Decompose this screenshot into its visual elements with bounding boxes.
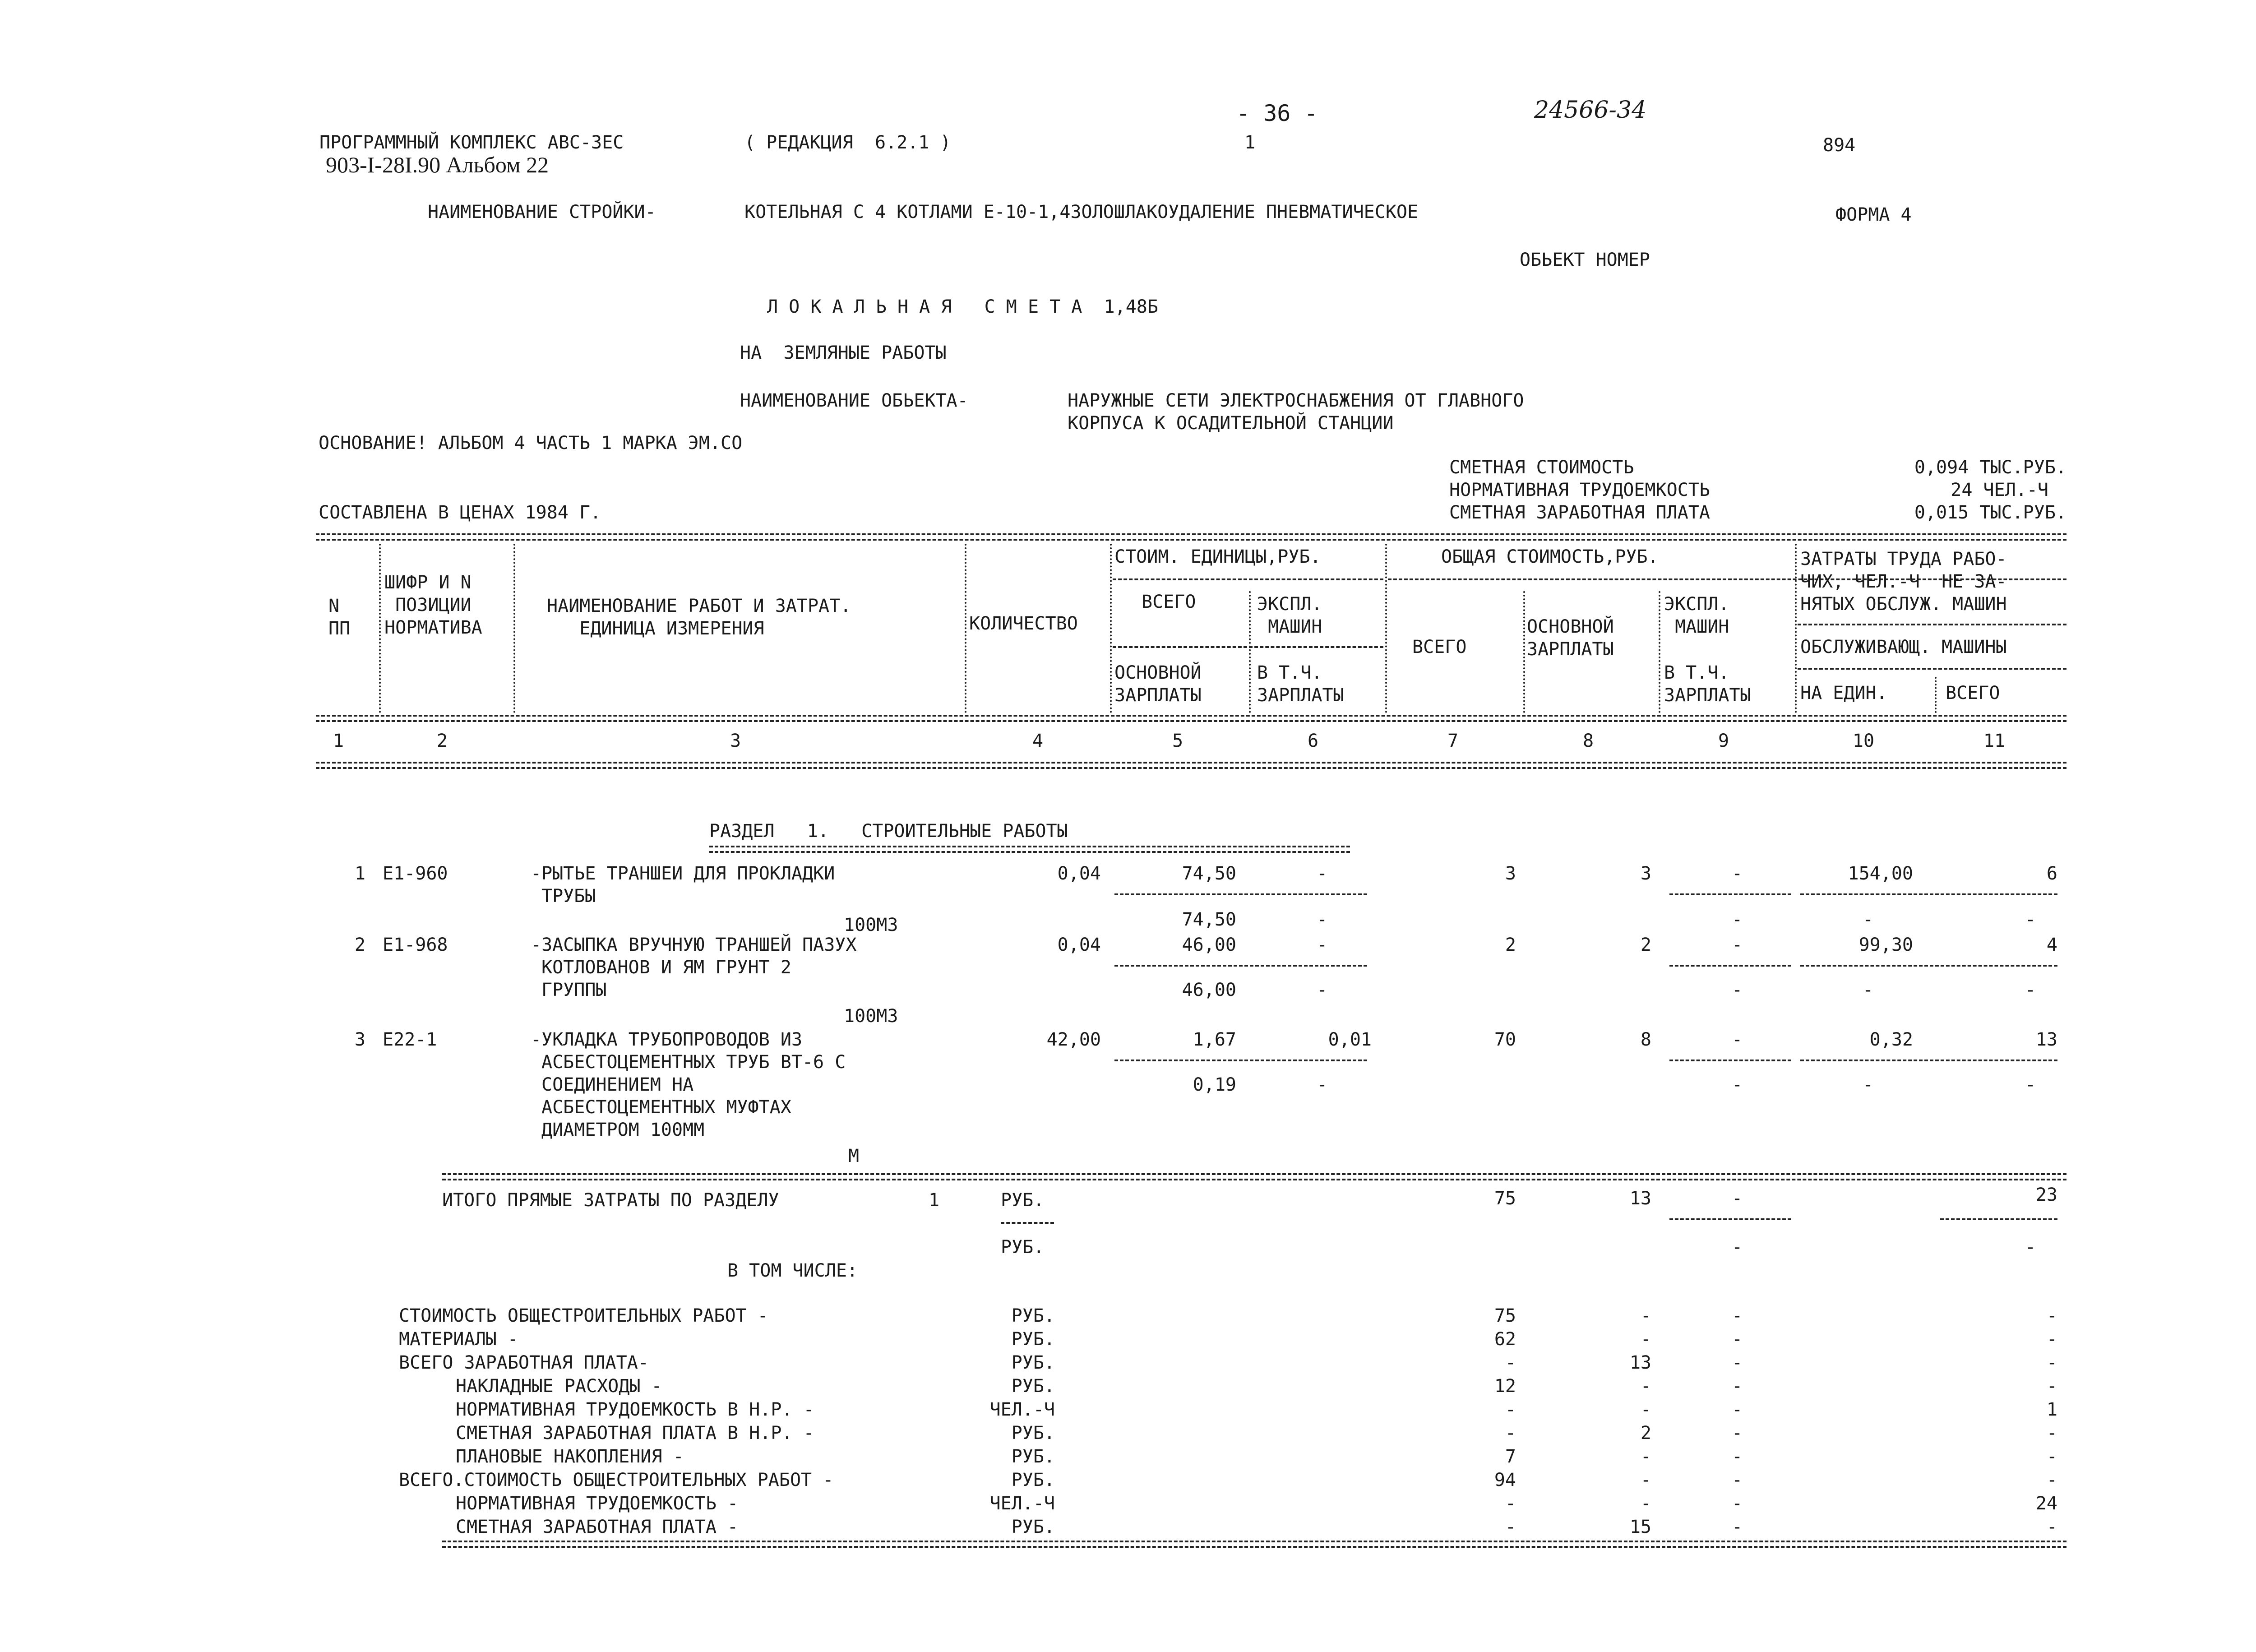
item-unit-machines: 0,01 (1328, 1029, 1372, 1050)
col-header-labor-unit: НА ЕДИН. (1800, 683, 1887, 703)
breakdown-wage: 15 (1629, 1517, 1651, 1537)
totals-labor-total: 23 (2035, 1185, 2057, 1205)
item-name-line: АСБЕСТОЦЕМЕНТНЫХ МУФТАХ (541, 1097, 791, 1118)
breakdown-labor: - (2046, 1423, 2057, 1444)
breakdown-machines: - (1731, 1376, 1743, 1397)
breakdown-total: - (1505, 1352, 1516, 1373)
item-total-incl: - (1731, 909, 1743, 930)
column-number: 5 (1172, 731, 1183, 751)
summary-label: СМЕТНАЯ ЗАРАБОТНАЯ ПЛАТА (1449, 502, 1710, 523)
column-number: 8 (1582, 731, 1594, 751)
object-label: НАИМЕНОВАНИЕ ОБЬЕКТА- (740, 390, 968, 411)
breakdown-total: - (1505, 1423, 1516, 1444)
item-name-line: ДИАМЕТРОМ 100ММ (541, 1120, 705, 1140)
breakdown-label: МАТЕРИАЛЫ - (399, 1329, 518, 1350)
item-qty: 0,04 (1057, 935, 1101, 955)
item-total: 3 (1505, 863, 1516, 884)
item-unit-total: 74,50 (1182, 863, 1236, 884)
item-name-line: ГРУППЫ (541, 980, 607, 1000)
totals-unit: РУБ. (1001, 1190, 1045, 1211)
breakdown-total: 94 (1494, 1470, 1516, 1490)
col-header-unit-total: ВСЕГО (1142, 592, 1196, 612)
item-unit: 100М3 (844, 915, 898, 935)
item-unit-machines: - (1316, 863, 1328, 884)
header-rule (1798, 624, 2066, 625)
item-rule (1114, 1060, 1367, 1061)
col-header-labor-total: ВСЕГО (1946, 683, 2000, 703)
breakdown-label: НАКЛАДНЫЕ РАСХОДЫ - (456, 1376, 662, 1397)
item-rule (1800, 1060, 2057, 1061)
construction-label: НАИМЕНОВАНИЕ СТРОЙКИ- (428, 202, 656, 222)
item-number: 2 (354, 935, 365, 955)
header-rule (1113, 646, 1383, 648)
totals-label: ИТОГО ПРЯМЫЕ ЗАТРАТЫ ПО РАЗДЕЛУ (442, 1190, 779, 1211)
table-header-bottom-rule (316, 762, 2066, 769)
totals-total-incl: - (1731, 1237, 1743, 1258)
object-number-label: ОБЬЕКТ НОМЕР (1520, 250, 1650, 270)
basis: ОСНОВАНИЕ! АЛЬБОМ 4 ЧАСТЬ 1 МАРКА ЭМ.СО (319, 433, 743, 453)
header-rule (1113, 578, 1383, 580)
col-header-unit-machines: ЭКСПЛ. МАШИН (1257, 594, 1322, 637)
breakdown-labor: - (2046, 1352, 2057, 1373)
item-rule (1114, 965, 1367, 967)
works-title: НА ЗЕМЛЯНЫЕ РАБОТЫ (740, 342, 947, 363)
column-divider (1110, 544, 1112, 713)
totals-unit: РУБ. (1001, 1237, 1045, 1258)
edition: ( РЕДАКЦИЯ 6.2.1 ) (744, 132, 951, 153)
item-number: 3 (354, 1029, 365, 1050)
column-divider (965, 544, 966, 713)
item-labor-unit: 154,00 (1848, 863, 1913, 884)
estimate-title: Л О К А Л Ь Н А Я С М Е Т А 1,48Б (767, 296, 1158, 317)
column-number: 1 (333, 731, 344, 751)
breakdown-machines: - (1731, 1446, 1743, 1467)
object-name-line2: КОРПУСА К ОСАДИТЕЛЬНОЙ СТАНЦИИ (1068, 413, 1394, 434)
breakdown-wage: - (1640, 1470, 1651, 1490)
item-total-machines: - (1731, 1029, 1743, 1050)
column-number: 11 (1983, 731, 2006, 751)
item-rule (1669, 1060, 1791, 1061)
col-header-labor-machines: ОБСЛУЖИВАЮЩ. МАШИНЫ (1800, 637, 2007, 657)
breakdown-label: НОРМАТИВНАЯ ТРУДОЕМКОСТЬ В Н.Р. - (456, 1399, 814, 1420)
section-title-underline (709, 846, 1350, 853)
totals-rule (1669, 1218, 1791, 1220)
breakdown-label: СТОИМОСТЬ ОБЩЕСТРОИТЕЛЬНЫХ РАБОТ - (399, 1305, 768, 1326)
item-total-wage: 8 (1640, 1029, 1651, 1050)
breakdown-machines: - (1731, 1352, 1743, 1373)
col-header-code: ШИФР И N ПОЗИЦИИ НОРМАТИВА (384, 572, 482, 638)
item-labor-unit-machines: - (1862, 1074, 1874, 1095)
item-unit-machines: - (1316, 935, 1328, 955)
column-divider (513, 544, 515, 713)
column-divider (1795, 544, 1797, 713)
breakdown-machines: - (1731, 1470, 1743, 1490)
summary-label: СМЕТНАЯ СТОИМОСТЬ (1449, 457, 1634, 478)
totals-total-machines: - (1731, 1188, 1743, 1209)
item-number: 1 (354, 863, 365, 884)
breakdown-total: - (1505, 1517, 1516, 1537)
price-basis: СОСТАВЛЕНА В ЦЕНАХ 1984 Г. (319, 502, 601, 523)
item-rule (1669, 893, 1791, 895)
totals-top-rule (442, 1173, 2066, 1180)
item-total: 2 (1505, 935, 1516, 955)
item-rule (1669, 965, 1791, 967)
item-name-line: -ЗАСЫПКА ВРУЧНУЮ ТРАНШЕЙ ПАЗУХ (531, 935, 857, 955)
col-header-total-all: ВСЕГО (1412, 637, 1467, 657)
column-number: 4 (1032, 731, 1044, 751)
column-number: 3 (730, 731, 741, 751)
column-number: 10 (1852, 731, 1875, 751)
breakdown-label: ВСЕГО ЗАРАБОТНАЯ ПЛАТА- (399, 1352, 649, 1373)
breakdown-unit: ЧЕЛ.-Ч (989, 1399, 1055, 1420)
breakdown-unit: РУБ. (1011, 1329, 1055, 1350)
breakdown-unit: ЧЕЛ.-Ч (989, 1493, 1055, 1514)
breakdown-labor: 1 (2046, 1399, 2057, 1420)
item-total-wage: 2 (1640, 935, 1651, 955)
construction-name: КОТЕЛЬНАЯ С 4 КОТЛАМИ Е-10-1,4ЗОЛОШЛАКОУДАЛЕНИЕ ПНЕВМАТИЧЕСКОЕ (744, 202, 1419, 222)
column-divider (1249, 591, 1251, 713)
item-name-line: АСБЕСТОЦЕМЕНТНЫХ ТРУБ ВТ-6 С (541, 1052, 846, 1073)
column-divider (1523, 591, 1525, 713)
item-unit-total: 46,00 (1182, 935, 1236, 955)
item-rule (1800, 893, 2057, 895)
item-unit-incl: - (1316, 909, 1328, 930)
breakdown-labor: - (2046, 1517, 2057, 1537)
breakdown-wage: - (1640, 1493, 1651, 1514)
col-header-unit-incl: В Т.Ч. ЗАРПЛАТЫ (1257, 662, 1344, 706)
breakdown-wage: - (1640, 1399, 1651, 1420)
item-unit-wage: 74,50 (1182, 909, 1236, 930)
breakdown-unit: РУБ. (1011, 1305, 1055, 1326)
breakdown-label: СМЕТНАЯ ЗАРАБОТНАЯ ПЛАТА В Н.Р. - (456, 1423, 814, 1444)
breakdown-label: ВСЕГО.СТОИМОСТЬ ОБЩЕСТРОИТЕЛЬНЫХ РАБОТ - (399, 1470, 834, 1490)
column-number: 7 (1447, 731, 1459, 751)
item-total-machines: - (1731, 935, 1743, 955)
column-divider (1385, 544, 1387, 713)
item-name-line: КОТЛОВАНОВ И ЯМ ГРУНТ 2 (541, 957, 791, 978)
page-number: - 36 - (1236, 100, 1318, 126)
breakdown-total: - (1505, 1493, 1516, 1514)
summary-value: 24 ЧЕЛ.-Ч (1951, 480, 2048, 500)
item-unit: М (848, 1146, 860, 1166)
summary-label: НОРМАТИВНАЯ ТРУДОЕМКОСТЬ (1449, 480, 1710, 500)
header-rule (1798, 668, 2066, 670)
col-header-total-incl: В Т.Ч. ЗАРПЛАТЫ (1664, 662, 1751, 706)
col-header-unit-cost: СТОИМ. ЕДИНИЦЫ,РУБ. (1114, 546, 1321, 567)
item-labor-total: 6 (2046, 863, 2057, 884)
item-code: Е1-960 (383, 863, 448, 884)
table-top-rule (316, 533, 2066, 541)
item-name-line: -УКЛАДКА ТРУБОПРОВОДОВ ИЗ (531, 1029, 803, 1050)
breakdown-machines: - (1731, 1399, 1743, 1420)
col-header-total-machines: ЭКСПЛ. МАШИН (1664, 594, 1729, 637)
breakdown-labor: - (2046, 1376, 2057, 1397)
item-name-line: СОЕДИНЕНИЕМ НА (541, 1074, 694, 1095)
breakdown-total: 7 (1505, 1446, 1516, 1467)
item-name-line: -РЫТЬЕ ТРАНШЕИ ДЛЯ ПРОКЛАДКИ (531, 863, 835, 884)
summary-value: 0,094 ТЫС.РУБ. (1914, 457, 2066, 478)
breakdown-total: 62 (1494, 1329, 1516, 1350)
totals-total: 75 (1494, 1188, 1516, 1209)
item-labor-unit: 0,32 (1869, 1029, 1913, 1050)
item-labor-total: 4 (2046, 935, 2057, 955)
breakdown-labor: - (2046, 1446, 2057, 1467)
col-header-labor: ЗАТРАТЫ ТРУДА РАБО- ЧИХ, ЧЕЛ.-Ч НЕ ЗА- НЯТЫХ ОБСЛУЖ. МАШИН (1800, 549, 2007, 615)
item-labor-total-machines: - (2025, 909, 2036, 930)
column-number: 2 (436, 731, 448, 751)
breakdown-label: ПЛАНОВЫЕ НАКОПЛЕНИЯ - (456, 1446, 684, 1467)
item-labor-unit-machines: - (1862, 980, 1874, 1000)
item-labor-total: 13 (2035, 1029, 2057, 1050)
item-unit: 100М3 (844, 1006, 898, 1027)
breakdown-unit: РУБ. (1011, 1376, 1055, 1397)
object-name-line1: НАРУЖНЫЕ СЕТИ ЭЛЕКТРОСНАБЖЕНИЯ ОТ ГЛАВНОГО (1068, 390, 1524, 411)
totals-total-wage: 13 (1629, 1188, 1651, 1209)
col-header-qty: КОЛИЧЕСТВО (969, 613, 1078, 634)
column-number: 9 (1718, 731, 1729, 751)
column-divider (1659, 591, 1660, 713)
item-total: 70 (1494, 1029, 1516, 1050)
totals-section: 1 (929, 1190, 940, 1211)
breakdown-labor: - (2046, 1470, 2057, 1490)
breakdown-total: 12 (1494, 1376, 1516, 1397)
breakdown-machines: - (1731, 1305, 1743, 1326)
code-right: 894 (1823, 135, 1856, 156)
col-header-n: N ПП (328, 596, 351, 639)
breakdown-unit: РУБ. (1011, 1423, 1055, 1444)
summary-value: 0,015 ТЫС.РУБ. (1914, 502, 2066, 523)
program-name: ПРОГРАММНЫЙ КОМПЛЕКС АВС-3ЕС (319, 132, 624, 153)
breakdown-wage: 13 (1629, 1352, 1651, 1373)
item-qty: 42,00 (1046, 1029, 1101, 1050)
handwritten-code: 24566-34 (1534, 97, 1647, 124)
item-qty: 0,04 (1057, 863, 1101, 884)
breakdown-label: НОРМАТИВНАЯ ТРУДОЕМКОСТЬ - (456, 1493, 739, 1514)
item-unit-wage: 0,19 (1193, 1074, 1236, 1095)
bottom-rule (442, 1541, 2066, 1548)
item-labor-unit: 99,30 (1858, 935, 1913, 955)
item-labor-unit-machines: - (1862, 909, 1874, 930)
item-total-incl: - (1731, 980, 1743, 1000)
including-label: В ТОМ ЧИСЛЕ: (727, 1260, 858, 1281)
breakdown-machines: - (1731, 1493, 1743, 1514)
section-title: РАЗДЕЛ 1. СТРОИТЕЛЬНЫЕ РАБОТЫ (709, 821, 1068, 842)
breakdown-labor: - (2046, 1305, 2057, 1326)
col-header-name: НАИМЕНОВАНИЕ РАБОТ И ЗАТРАТ. ЕДИНИЦА ИЗМЕРЕНИЯ (547, 596, 851, 639)
item-unit-incl: - (1316, 1074, 1328, 1095)
breakdown-label: СМЕТНАЯ ЗАРАБОТНАЯ ПЛАТА - (456, 1517, 739, 1537)
item-unit-total: 1,67 (1193, 1029, 1236, 1050)
breakdown-wage: 2 (1640, 1423, 1651, 1444)
item-total-incl: - (1731, 1074, 1743, 1095)
breakdown-labor: 24 (2035, 1493, 2057, 1514)
col-header-total-cost: ОБЩАЯ СТОИМОСТЬ,РУБ. (1441, 546, 1659, 567)
breakdown-machines: - (1731, 1329, 1743, 1350)
breakdown-total: 75 (1494, 1305, 1516, 1326)
breakdown-machines: - (1731, 1517, 1743, 1537)
form-number: ФОРМА 4 (1835, 204, 1912, 225)
col-header-unit-wage: ОСНОВНОЙ ЗАРПЛАТЫ (1114, 662, 1202, 706)
totals-rule (1940, 1218, 2057, 1220)
item-rule (1114, 893, 1367, 895)
breakdown-machines: - (1731, 1423, 1743, 1444)
item-name-line: ТРУБЫ (541, 886, 596, 907)
item-code: Е22-1 (383, 1029, 437, 1050)
breakdown-labor: - (2046, 1329, 2057, 1350)
breakdown-unit: РУБ. (1011, 1517, 1055, 1537)
album-stamp: 903-I-28I.90 Альбом 22 (326, 152, 549, 177)
breakdown-total: - (1505, 1399, 1516, 1420)
breakdown-wage: - (1640, 1446, 1651, 1467)
item-labor-total-machines: - (2025, 980, 2036, 1000)
header-numbers-rule (316, 715, 2066, 722)
breakdown-unit: РУБ. (1011, 1470, 1055, 1490)
totals-labor-total-machines: - (2025, 1237, 2036, 1258)
item-code: Е1-968 (383, 935, 448, 955)
sheet-number: 1 (1244, 132, 1256, 153)
item-total-machines: - (1731, 863, 1743, 884)
item-total-wage: 3 (1640, 863, 1651, 884)
column-divider (379, 544, 381, 713)
breakdown-unit: РУБ. (1011, 1352, 1055, 1373)
breakdown-wage: - (1640, 1329, 1651, 1350)
item-rule (1800, 965, 2057, 967)
totals-rule (1001, 1222, 1054, 1224)
col-header-total-wage: ОСНОВНОЙ ЗАРПЛАТЫ (1527, 616, 1614, 660)
breakdown-unit: РУБ. (1011, 1446, 1055, 1467)
column-divider (1935, 677, 1937, 713)
column-number: 6 (1307, 731, 1319, 751)
item-unit-incl: - (1316, 980, 1328, 1000)
breakdown-wage: - (1640, 1376, 1651, 1397)
item-labor-total-machines: - (2025, 1074, 2036, 1095)
breakdown-wage: - (1640, 1305, 1651, 1326)
item-unit-wage: 46,00 (1182, 980, 1236, 1000)
